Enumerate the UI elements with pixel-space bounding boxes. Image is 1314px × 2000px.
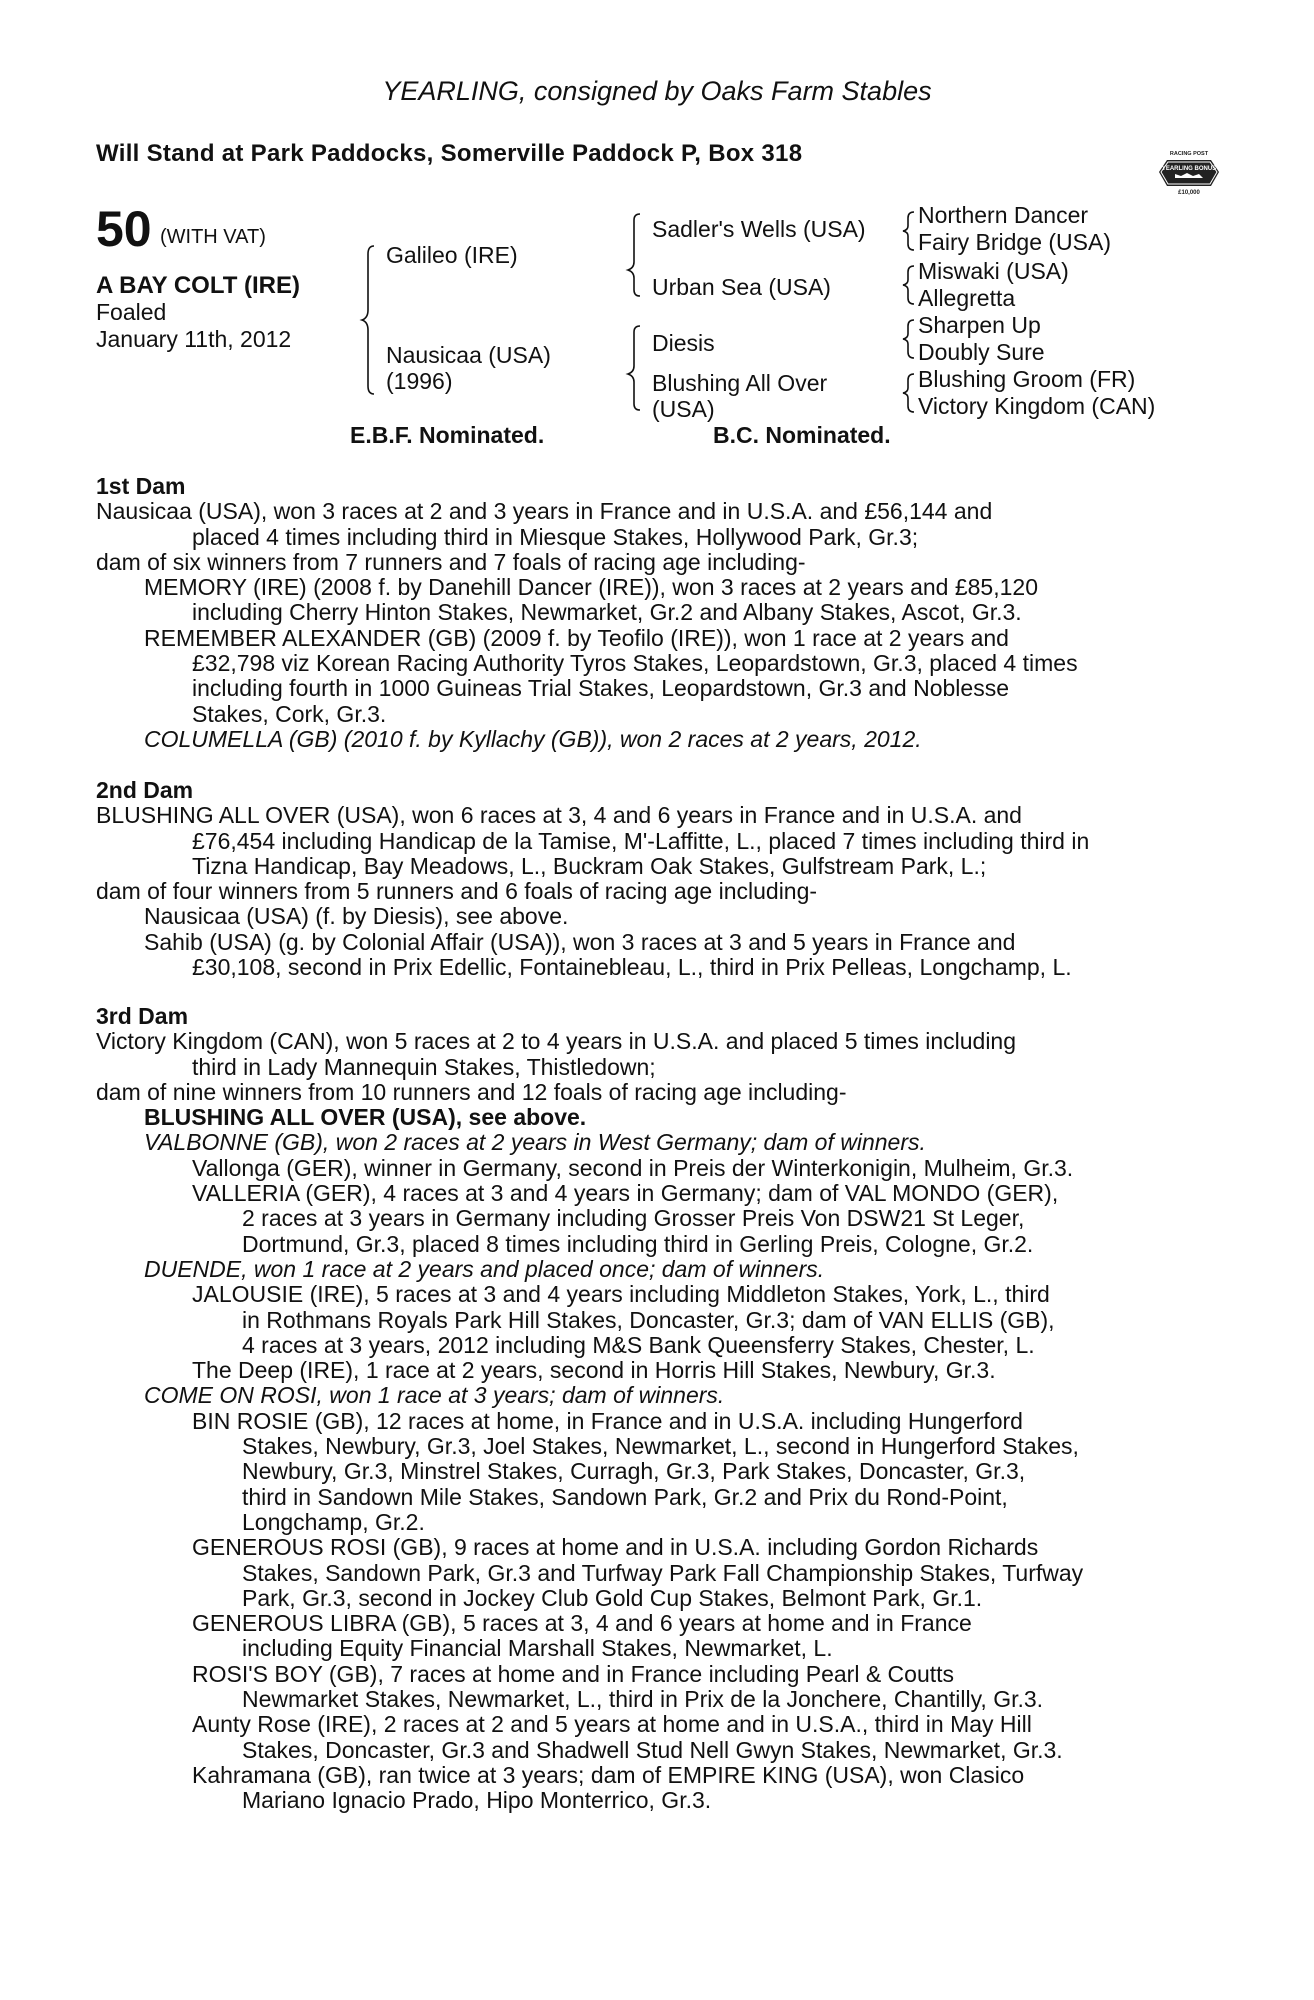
produce-line: Kahramana (GB), ran twice at 3 years; dam of EMPIRE KING (USA), won Clasico bbox=[192, 1761, 1025, 1788]
badge-line-1: RACING POST bbox=[1169, 151, 1209, 157]
page-title: YEARLING, consigned by Oaks Farm Stables bbox=[382, 76, 932, 106]
ebf-nominated: E.B.F. Nominated. bbox=[350, 422, 545, 448]
dam-line: Nausicaa (USA), won 3 races at 2 and 3 years in France and in U.S.A. and £56,144 and bbox=[96, 498, 993, 525]
foaled-label: Foaled bbox=[96, 299, 167, 325]
lot-number: 50 bbox=[96, 201, 152, 257]
dam-line: placed 4 times including third in Miesque Stakes, Hollywood Park, Gr.3; bbox=[192, 523, 919, 550]
dam-line: Victory Kingdom (CAN), won 5 races at 2 to 4 years in U.S.A. and placed 5 times including bbox=[96, 1028, 1017, 1055]
produce-line: COLUMELLA (GB) (2010 f. by Kyllachy (GB)), won 2 races at 2 years, 2012. bbox=[144, 725, 922, 752]
brace-ss bbox=[903, 212, 914, 250]
produce-line: Stakes, Sandown Park, Gr.3 and Turfway Park Fall Championship Stakes, Turfway bbox=[242, 1559, 1084, 1586]
brace-sire-dam bbox=[362, 246, 374, 394]
produce-line: Mariano Ignacio Prado, Hipo Monterrico, Gr.3. bbox=[242, 1787, 712, 1814]
produce-line: including fourth in 1000 Guineas Trial Stakes, Leopardstown, Gr.3 and Noblesse bbox=[192, 675, 1009, 702]
produce-line: Stakes, Cork, Gr.3. bbox=[192, 700, 387, 727]
produce-line: £30,108, second in Prix Edellic, Fontainebleau, L., third in Prix Pelleas, Longchamp, L. bbox=[192, 954, 1072, 981]
dam-line: BLUSHING ALL OVER (USA), won 6 races at 3, 4 and 6 years in France and in U.S.A. and bbox=[96, 802, 1022, 829]
ped-dam bbox=[386, 342, 551, 394]
produce-line: third in Sandown Mile Stakes, Sandown Park, Gr.2 and Prix du Rond-Point, bbox=[242, 1483, 1008, 1510]
foaled-date: January 11th, 2012 bbox=[96, 326, 292, 352]
produce-line: Park, Gr.3, second in Jockey Club Gold Cup Stakes, Belmont Park, Gr.1. bbox=[242, 1584, 983, 1611]
produce-line: 2 races at 3 years in Germany including Grosser Preis Von DSW21 St Leger, bbox=[242, 1205, 1025, 1232]
stand-location: Will Stand at Park Paddocks, Somerville Paddock P, Box 318 bbox=[96, 140, 803, 167]
bc-nominated: B.C. Nominated. bbox=[713, 422, 891, 448]
produce-line: Longchamp, Gr.2. bbox=[242, 1508, 425, 1535]
dam-line: £76,454 including Handicap de la Tamise, M'-Laffitte, L., placed 7 times including third in bbox=[192, 827, 1090, 854]
produce-line: Stakes, Doncaster, Gr.3 and Shadwell Stud Nell Gwyn Stakes, Newmarket, Gr.3. bbox=[242, 1736, 1063, 1763]
dam-line: dam of four winners from 5 runners and 6 foals of racing age including- bbox=[96, 878, 818, 905]
produce-line: in Rothmans Royals Park Hill Stakes, Doncaster, Gr.3; dam of VAN ELLIS (GB), bbox=[242, 1306, 1055, 1333]
dam-line: dam of nine winners from 10 runners and 12 foals of racing age including- bbox=[96, 1078, 847, 1105]
first-dam-section bbox=[96, 474, 1196, 752]
ped-ddd: Victory Kingdom (CAN) bbox=[918, 393, 1156, 419]
produce-line: Dortmund, Gr.3, placed 8 times including third in Gerling Preis, Cologne, Gr.2. bbox=[242, 1230, 1034, 1257]
brace-dam bbox=[628, 326, 640, 410]
ped-dam-name: Nausicaa (USA) bbox=[386, 342, 551, 368]
ped-sds: Miswaki (USA) bbox=[918, 258, 1069, 284]
produce-line: REMEMBER ALEXANDER (GB) (2009 f. by Teofilo (IRE)), won 1 race at 2 years and bbox=[144, 624, 1009, 651]
badge-line-3: £10,000 bbox=[1178, 190, 1200, 196]
brace-sd bbox=[903, 266, 914, 304]
produce-line: Stakes, Newbury, Gr.3, Joel Stakes, Newmarket, L., second in Hungerford Stakes, bbox=[242, 1433, 1079, 1460]
produce-line: GENEROUS ROSI (GB), 9 races at home and in U.S.A. including Gordon Richards bbox=[192, 1534, 1039, 1561]
dam-line: dam of six winners from 7 runners and 7 foals of racing age including- bbox=[96, 548, 806, 575]
produce-line: Vallonga (GER), winner in Germany, second in Preis der Winterkonigin, Mulheim, Gr.3. bbox=[192, 1154, 1074, 1181]
ped-ds: Diesis bbox=[652, 330, 715, 356]
ped-dd bbox=[652, 370, 827, 422]
produce-line: 4 races at 3 years, 2012 including M&S Bank Queensferry Stakes, Chester, L. bbox=[242, 1331, 1035, 1358]
produce-line: £32,798 viz Korean Racing Authority Tyros Stakes, Leopardstown, Gr.3, placed 4 times bbox=[192, 650, 1078, 677]
produce-line: Newbury, Gr.3, Minstrel Stakes, Curragh, Gr.3, Park Stakes, Doncaster, Gr.3, bbox=[242, 1458, 1026, 1485]
produce-line: MEMORY (IRE) (2008 f. by Danehill Dancer (IRE)), won 3 races at 2 years and £85,120 bbox=[144, 574, 1038, 601]
produce-line: Newmarket Stakes, Newmarket, L., third in Prix de la Jonchere, Chantilly, Gr.3. bbox=[242, 1686, 1044, 1713]
section-heading: 3rd Dam bbox=[96, 1003, 189, 1029]
ped-dsd: Doubly Sure bbox=[918, 339, 1045, 365]
produce-line: VALBONNE (GB), won 2 races at 2 years in West Germany; dam of winners. bbox=[144, 1129, 926, 1156]
produce-line: including Cherry Hinton Stakes, Newmarket, Gr.2 and Albany Stakes, Ascot, Gr.3. bbox=[192, 599, 1022, 626]
dam-line: Tizna Handicap, Bay Meadows, L., Buckram Oak Stakes, Gulfstream Park, L.; bbox=[192, 852, 987, 879]
ped-sire: Galileo (IRE) bbox=[386, 242, 518, 268]
produce-line: including Equity Financial Marshall Stakes, Newmarket, L. bbox=[242, 1635, 833, 1662]
ped-dss: Sharpen Up bbox=[918, 312, 1041, 338]
ped-ss: Sadler's Wells (USA) bbox=[652, 216, 866, 242]
ped-dam-year: (1996) bbox=[386, 368, 453, 394]
produce-line: BIN ROSIE (GB), 12 races at home, in France and in U.S.A. including Hungerford bbox=[192, 1407, 1023, 1434]
second-dam-section bbox=[96, 778, 1196, 980]
produce-line: Aunty Rose (IRE), 2 races at 2 and 5 years at home and in U.S.A., third in May Hill bbox=[192, 1711, 1032, 1738]
produce-line: JALOUSIE (IRE), 5 races at 3 and 4 years including Middleton Stakes, York, L., third bbox=[192, 1281, 1050, 1308]
ped-dd-origin: (USA) bbox=[652, 396, 715, 422]
ped-sss: Northern Dancer bbox=[918, 202, 1089, 228]
ped-sdd: Allegretta bbox=[918, 285, 1016, 311]
lot-vat-note: (WITH VAT) bbox=[160, 226, 266, 248]
produce-line: BLUSHING ALL OVER (USA), see above. bbox=[144, 1104, 587, 1131]
brace-sire bbox=[628, 214, 640, 296]
badge-line-2: YEARLING BONUS bbox=[1161, 166, 1217, 172]
brace-ds bbox=[903, 320, 914, 358]
ped-sd: Urban Sea (USA) bbox=[652, 274, 831, 300]
dam-line: third in Lady Mannequin Stakes, Thistledown; bbox=[192, 1053, 656, 1080]
produce-line: ROSI'S BOY (GB), 7 races at home and in France including Pearl & Coutts bbox=[192, 1660, 955, 1687]
section-heading: 2nd Dam bbox=[96, 777, 194, 803]
ped-dds: Blushing Groom (FR) bbox=[918, 366, 1136, 392]
produce-line: Sahib (USA) (g. by Colonial Affair (USA)), won 3 races at 3 and 5 years in France and bbox=[144, 928, 1016, 955]
produce-line: The Deep (IRE), 1 race at 2 years, second in Horris Hill Stakes, Newbury, Gr.3. bbox=[192, 1357, 996, 1384]
ped-dd-name: Blushing All Over bbox=[652, 370, 828, 396]
lot-name: A BAY COLT (IRE) bbox=[96, 272, 301, 299]
ped-ssd: Fairy Bridge (USA) bbox=[918, 229, 1111, 255]
produce-line: DUENDE, won 1 race at 2 years and placed once; dam of winners. bbox=[144, 1255, 825, 1282]
brace-dd bbox=[903, 374, 914, 412]
produce-line: Nausicaa (USA) (f. by Diesis), see above. bbox=[144, 903, 569, 930]
produce-line: COME ON ROSI, won 1 race at 3 years; dam of winners. bbox=[144, 1382, 725, 1409]
produce-line: GENEROUS LIBRA (GB), 5 races at 3, 4 and 6 years at home and in France bbox=[192, 1610, 972, 1637]
produce-line: VALLERIA (GER), 4 races at 3 and 4 years in Germany; dam of VAL MONDO (GER), bbox=[192, 1180, 1059, 1207]
section-heading: 1st Dam bbox=[96, 473, 186, 499]
third-dam-section bbox=[96, 1004, 1196, 1814]
